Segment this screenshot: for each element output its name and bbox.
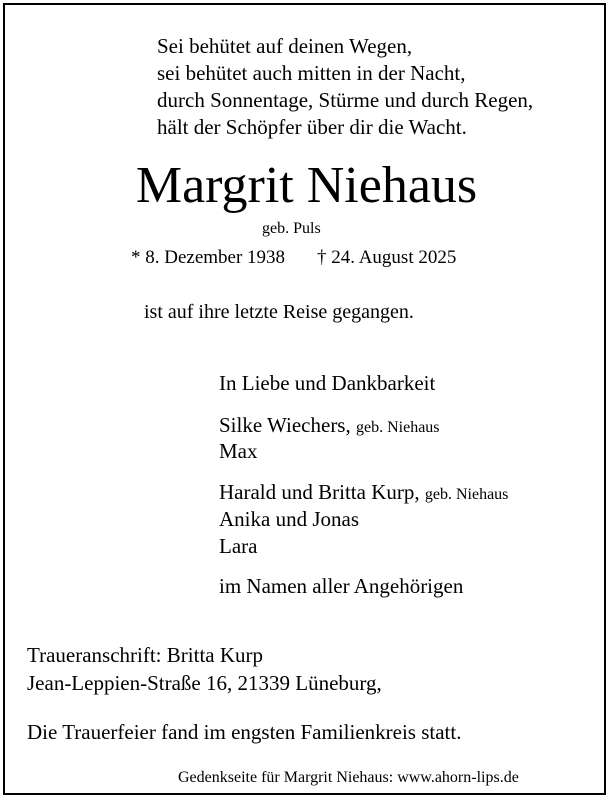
- family-group-1-name: Silke Wiechers,: [219, 413, 351, 437]
- verse-line-3: durch Sonnentage, Stürme und durch Regen,: [157, 88, 534, 112]
- ceremony-note: Die Trauerfeier fand im engsten Familienkreis statt.: [27, 720, 462, 744]
- family-group-2-member: Anika und Jonas: [219, 507, 359, 531]
- memorial-page-footer: Gedenkseite für Margrit Niehaus: www.ahorn-lips.de: [178, 769, 519, 786]
- family-group-1-maiden: geb. Niehaus: [355, 419, 440, 436]
- death-date: † 24. August 2025: [317, 247, 457, 268]
- family-group-1-member: Max: [219, 439, 258, 463]
- family-group-2-maiden: geb. Niehaus: [424, 486, 509, 503]
- verse-line-2: sei behütet auch mitten in der Nacht,: [157, 61, 466, 85]
- family-closing: im Namen aller Angehörigen: [219, 574, 464, 598]
- passing-statement: ist auf ihre letzte Reise gegangen.: [144, 301, 414, 323]
- family-group-2-name: Harald und Britta Kurp,: [219, 480, 420, 504]
- verse-line-1: Sei behütet auf deinen Wegen,: [157, 34, 413, 58]
- family-group-2-member: Lara: [219, 534, 258, 558]
- family-intro: In Liebe und Dankbarkeit: [219, 371, 436, 395]
- address-line-2: Jean-Leppien-Straße 16, 21339 Lüneburg,: [27, 671, 382, 695]
- deceased-name: Margrit Niehaus: [135, 157, 478, 214]
- verse-line-4: hält der Schöpfer über dir die Wacht.: [157, 115, 467, 139]
- birth-date: * 8. Dezember 1938: [131, 247, 286, 268]
- birth-name: geb. Puls: [262, 220, 321, 237]
- family-group-2-heading: [219, 482, 508, 503]
- family-group-1-heading: [219, 415, 440, 436]
- address-line-1: Traueranschrift: Britta Kurp: [27, 643, 264, 667]
